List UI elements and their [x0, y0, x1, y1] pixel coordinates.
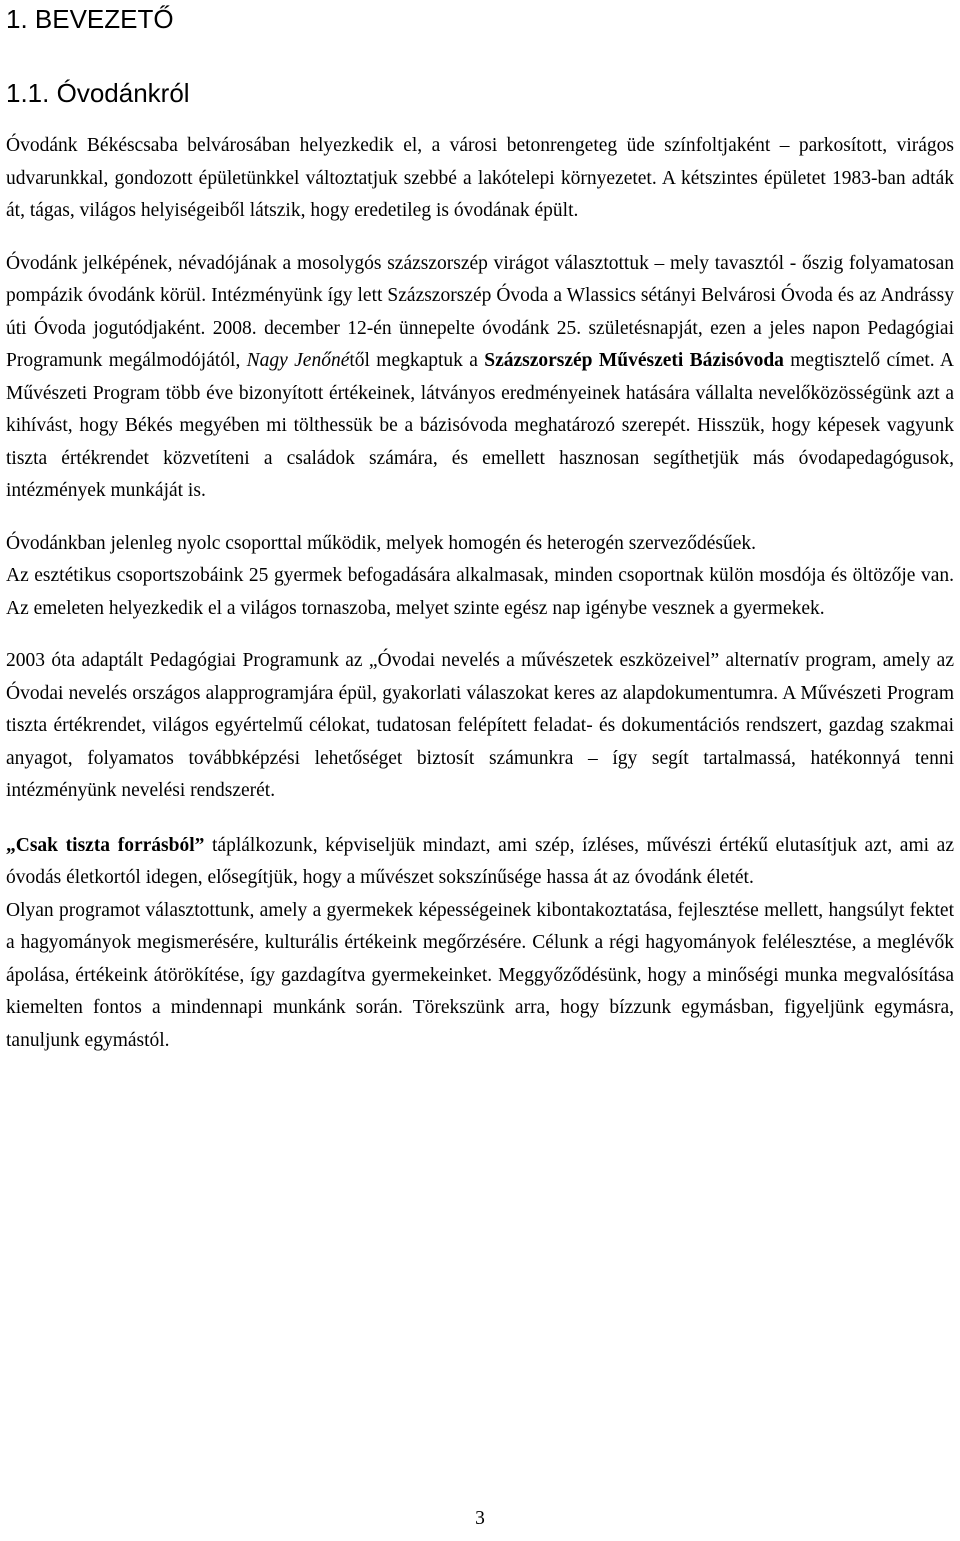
paragraph-program: 2003 óta adaptált Pedagógiai Programunk az „Óvodai nevelés a művészetek eszközeivel” alternatív program, amely az Óvodai nevelés országos alapprogramjára épül, gyakorlati válaszokat keres az alapdokumentumra. A Művészeti Program tiszta értékrendet, világos egyértelmű célokat, tudatosan felépített feladat- és dokumentációs rendszert, gazdag szakmai anyagot, folyamatos továbbképzési lehetőséget biztosít számunkra – így segít tartalmassá, hatékonnyá tenni intézményünk nevelési rendszerét. — [6, 650, 954, 801]
paragraph-emblem-part-a: Óvodánk jelképének, névadójának a mosolygós százszorszép virágot választottuk – mely tavasztól - őszig folyamatosan pompázik óvodánk körül. Intézményünk így lett Százszorszép Óvoda a Wlassics sétányi Belvárosi Óvoda és az Andrássy úti Óvoda jogutódjaként. 2008. december 12-én ünnepelte óvodánk 25. születésnapját, ezen a jeles napon Pedagógiai Programunk megálmodójától, — [6, 252, 954, 371]
paragraph-rooms: Az esztétikus csoportszobáink 25 gyermek befogadására alkalmasak, minden csoportnak külön mosdója és öltözője van. Az emeleten helyezkedik el a világos tornaszoba, melyet szinte egész nap igénybe vesznek a gyermekek. — [6, 565, 954, 619]
page-number: 3 — [475, 1508, 485, 1529]
paragraph-emblem — [6, 248, 954, 508]
paragraph-emblem-part-b: től megkaptuk a — [349, 350, 485, 371]
paragraph-traditions: Olyan programot választottunk, amely a gyermekek képességeinek kibontakoztatása, fejlesztése mellett, hangsúlyt fektet a hagyományok megismerésére, kulturális értékeink megőrzésére. Célunk a régi hagyományok felélesztése, a meglévők ápolása, értékeink átörökítése, így gazdagítva gyermekeinket. Meggyőződésünk, hogy a minőségi munka megvalósítása kiemelten fontos a mindennapi munkánk során. Törekszünk arra, hogy bízzunk egymásban, figyeljünk egymásra, tanuljunk egymástól. — [6, 899, 954, 1051]
chapter-title: 1. BEVEZETŐ — [6, 4, 174, 34]
paragraph-emblem-part-c: megtisztelő címet. A Művészeti Program több éve bizonyított értékeinek, látványos eredményeinek hatására vállalta nevelőközösségünk azt a kihívást, hogy Békés megyében mi tölthessük be a bázisóvoda meghatározó szerepét. Hisszük, hogy képesek vagyunk tiszta értékrendet közvetíteni a családok számára, és emellett hasznosan segíthetjük más óvodapedagógusok, intézmények munkáját is. — [6, 350, 954, 501]
document-body — [6, 130, 954, 1057]
paragraph-groups: Óvodánkban jelenleg nyolc csoporttal működik, melyek homogén és heterogén szerveződésűek. — [6, 532, 756, 554]
award-title: Százszorszép Művészeti Bázisóvoda — [484, 350, 784, 371]
paragraph-location: Óvodánk Békéscsaba belvárosában helyezkedik el, a városi betonrengeteg üde színfoltjaként – parkosított, virágos udvarunkkal, gondozott épületünkkel változtatjuk szebbé a lakótelepi környezetet. A kétszintes épületet 1983-ban adták át, tágas, világos helyiségeiből látszik, hogy eredetileg is óvodának épült. — [6, 135, 954, 221]
motto: „Csak tiszta forrásból” — [6, 834, 205, 856]
section-title: 1.1. Óvodánkról — [6, 78, 190, 108]
founder-name: Nagy Jenőné — [246, 350, 350, 371]
paragraph-motto — [6, 830, 954, 895]
paragraph-motto-text: táplálkozunk, képviseljük mindazt, ami szép, ízléses, művészi értékű elutasítjuk azt, ami az óvodás életkortól idegen, elősegítjük, hogy a művészet sokszínűsége hassa át az óvodánk életét. — [6, 834, 954, 888]
